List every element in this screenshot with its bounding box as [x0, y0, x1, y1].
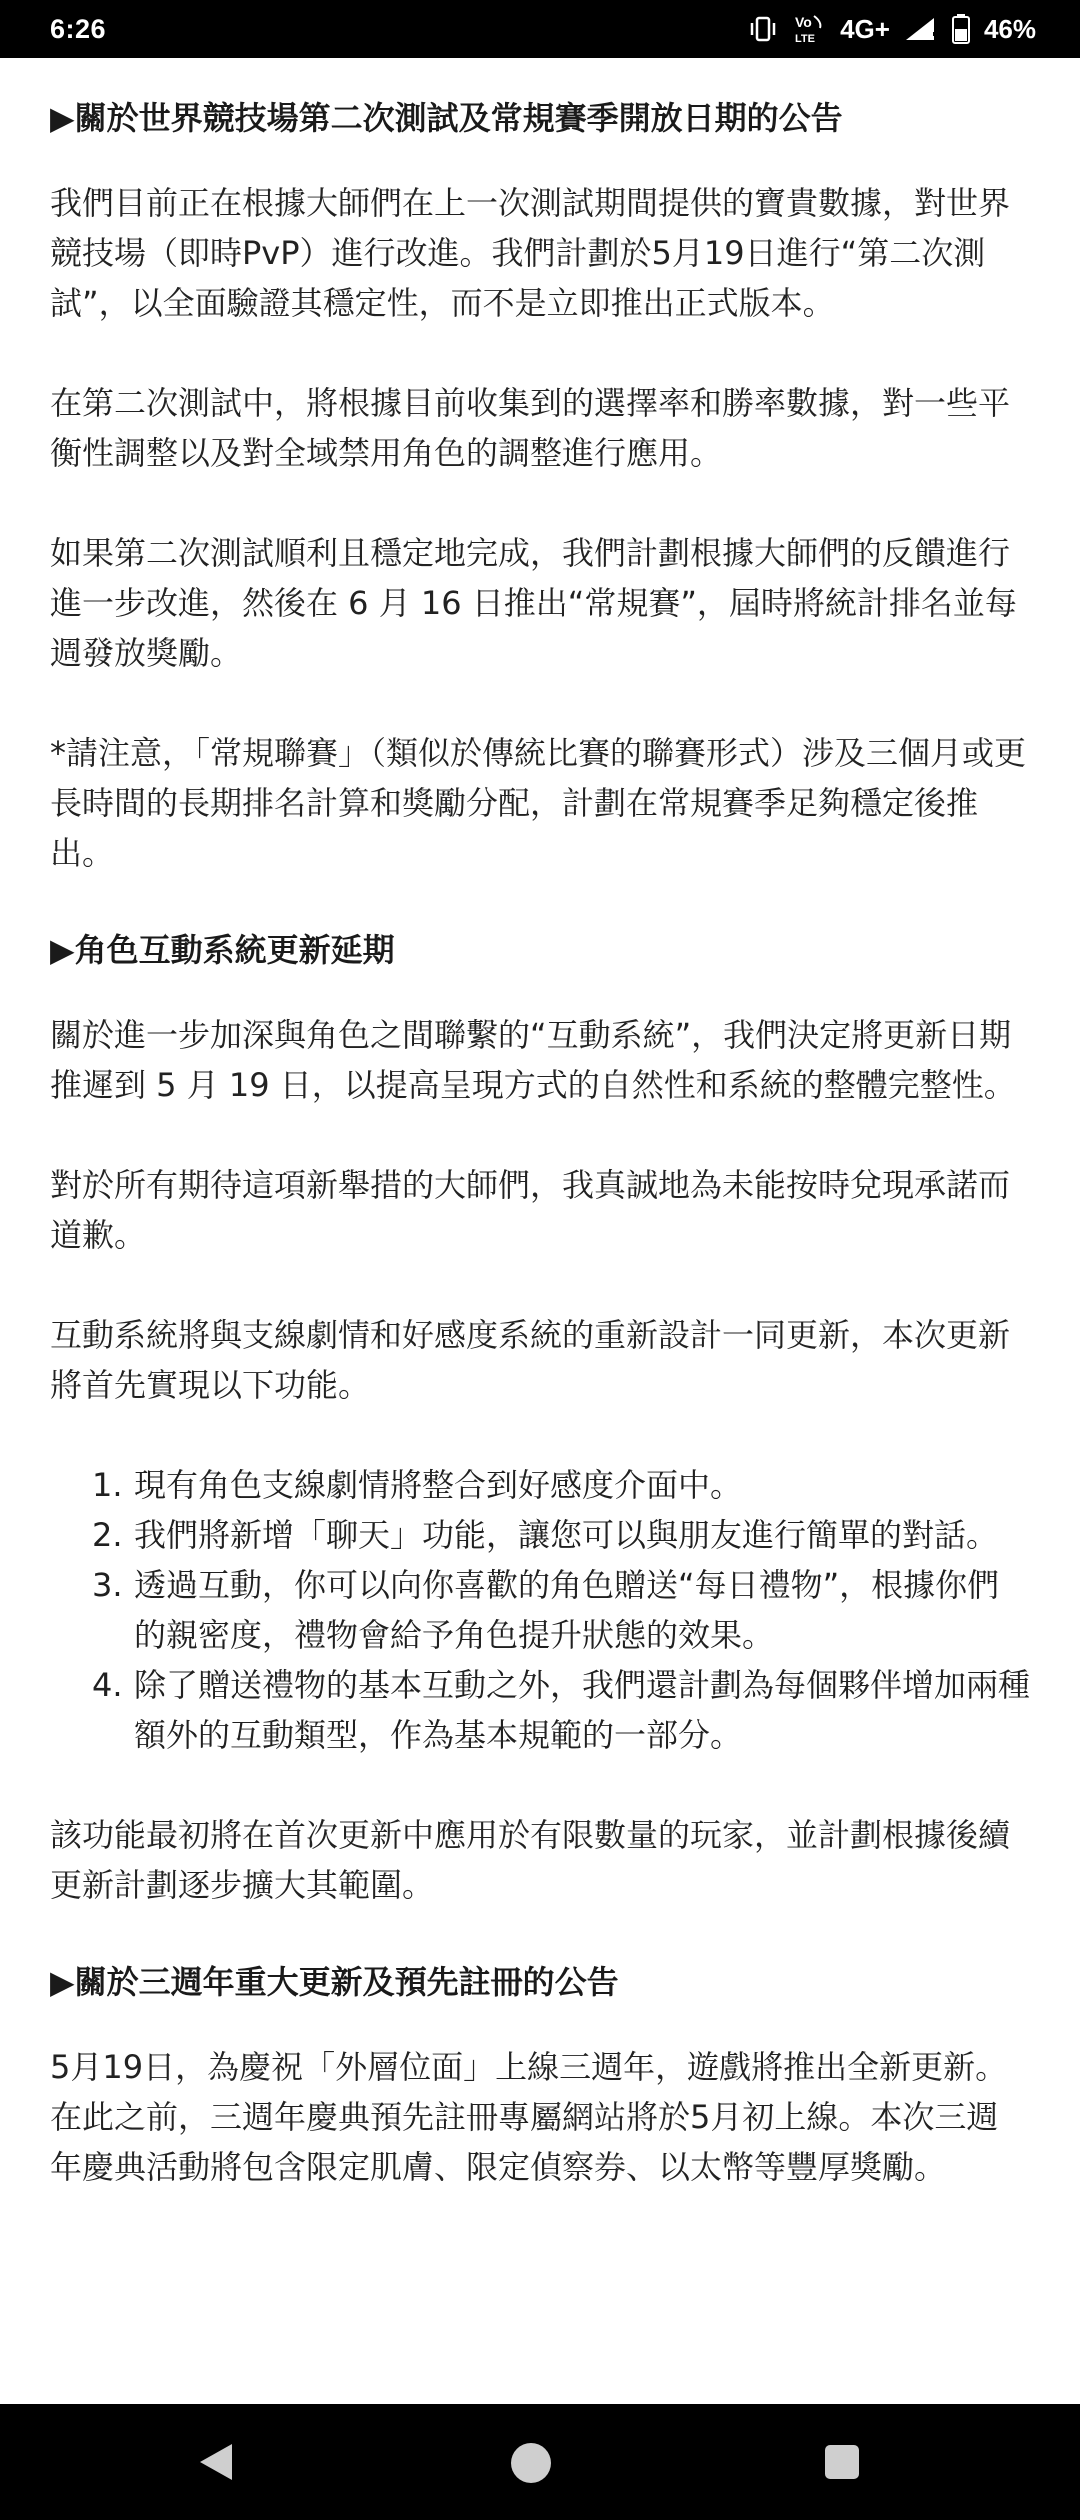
- paragraph: *請注意，「常規聯賽」（類似於傳統比賽的聯賽形式）涉及三個月或更長時間的長期排名計算和獎勵分配，計劃在常規賽季足夠穩定後推出。: [50, 734, 1027, 872]
- paragraph: 互動系統將與支線劇情和好感度系統的重新設計一同更新，本次更新將首先實現以下功能。: [50, 1316, 1011, 1404]
- signal-icon: [904, 16, 938, 42]
- list-number: 2.: [92, 1516, 123, 1554]
- paragraph: 在第二次測試中，將根據目前收集到的選擇率和勝率數據，對一些平衡性調整以及對全域禁用角色的調整進行應用。: [50, 384, 1011, 472]
- section-heading: ▶關於三週年重大更新及預先註冊的公告: [50, 1963, 619, 2001]
- paragraph: 我們目前正在根據大師們在上一次測試期間提供的寶貴數據，對世界競技場（即時PvP）進行改進。我們計劃於5月19日進行“第二次測試”，以全面驗證其穩定性，而不是立即推出正式版本。: [50, 184, 1011, 322]
- list-item: [50, 1660, 1030, 1760]
- section-heading: ▶關於世界競技場第二次測試及常規賽季開放日期的公告: [50, 99, 843, 137]
- list-item: [50, 1560, 1030, 1660]
- navigation-bar: [0, 2404, 1080, 2520]
- list-text: 我們將新增「聊天」功能，讓您可以與朋友進行簡單的對話。: [134, 1516, 999, 1554]
- network-type: 4G+: [840, 13, 890, 44]
- volte-icon: [792, 12, 826, 46]
- list-item: [50, 1460, 1030, 1510]
- section-heading: ▶角色互動系統更新延期: [50, 931, 395, 969]
- status-time: 6:26: [50, 13, 107, 44]
- vibrate-icon: [748, 16, 778, 42]
- battery-icon: [952, 14, 970, 44]
- home-button[interactable]: [508, 2440, 554, 2486]
- status-icons: [748, 12, 1036, 46]
- svg-text:LTE: LTE: [795, 33, 816, 45]
- list-number: 4.: [92, 1666, 123, 1704]
- feature-list: [50, 1460, 1030, 1760]
- paragraph: 5月19日，為慶祝「外層位面」上線三週年，遊戲將推出全新更新。在此之前，三週年慶典預先註冊專屬網站將於5月初上線。本次三週年慶典活動將包含限定肌膚、限定偵察券、以太幣等豐厚獎勵。: [50, 2048, 1008, 2186]
- paragraph: 該功能最初將在首次更新中應用於有限數量的玩家，並計劃根據後續更新計劃逐步擴大其範圍。: [50, 1816, 1011, 1904]
- back-icon: [196, 2440, 236, 2484]
- list-number: 1.: [92, 1466, 123, 1504]
- recents-icon: [823, 2443, 861, 2481]
- recents-button[interactable]: [822, 2442, 862, 2482]
- paragraph: 對於所有期待這項新舉措的大師們，我真誠地為未能按時兌現承諾而道歉。: [50, 1166, 1011, 1254]
- list-text: 除了贈送禮物的基本互動之外，我們還計劃為每個夥伴增加兩種額外的互動類型，作為基本規範的一部分。: [134, 1666, 1031, 1754]
- back-button[interactable]: [190, 2436, 242, 2488]
- list-number: 3.: [92, 1566, 123, 1604]
- battery-percent: 46%: [983, 13, 1036, 44]
- paragraph: 如果第二次測試順利且穩定地完成，我們計劃根據大師們的反饋進行進一步改進，然後在 6 月 16 日推出“常規賽”，屆時將統計排名並每週發放獎勵。: [50, 534, 1017, 672]
- list-text: 現有角色支線劇情將整合到好感度介面中。: [134, 1466, 743, 1504]
- list-text: 透過互動，你可以向你喜歡的角色贈送“每日禮物”，根據你們的親密度，禮物會給予角色提升狀態的效果。: [134, 1566, 1000, 1654]
- svg-text:Vo: Vo: [795, 14, 812, 30]
- article-content[interactable]: [0, 58, 1080, 2404]
- list-item: [50, 1510, 1030, 1560]
- paragraph: 關於進一步加深與角色之間聯繫的“互動系統”，我們決定將更新日期推遲到 5 月 19 日，以提高呈現方式的自然性和系統的整體完整性。: [50, 1016, 1016, 1104]
- home-icon: [509, 2441, 553, 2485]
- status-bar: [0, 0, 1080, 58]
